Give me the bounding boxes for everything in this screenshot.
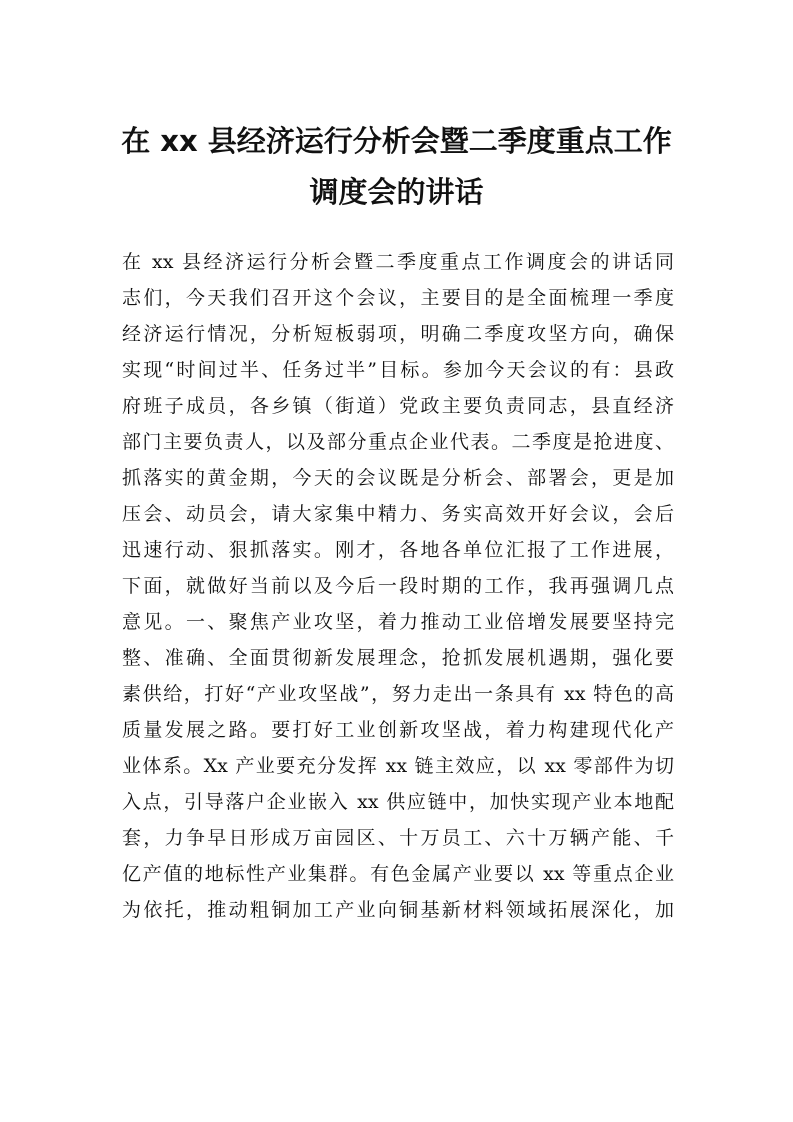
body-line: 套，力争早日形成万亩园区、十万员工、六十万辆产能、千 bbox=[122, 827, 674, 849]
body-line: 下面，就做好当前以及今后一段时期的工作，我再强调几点 bbox=[122, 575, 674, 597]
body-line: 亿产值的地标性产业集群。有色金属产业要以 xx 等重点企业 bbox=[122, 863, 674, 885]
body-line: 迅速行动、狠抓落实。刚才，各地各单位汇报了工作进展， bbox=[122, 539, 674, 561]
body-line: 整、准确、全面贯彻新发展理念，抢抓发展机遇期，强化要 bbox=[122, 647, 674, 669]
body-line: 为依托，推动粗铜加工产业向铜基新材料领域拓展深化，加 bbox=[122, 899, 674, 921]
body-line: 意见。一、聚焦产业攻坚，着力推动工业倍增发展要坚持完 bbox=[122, 611, 674, 633]
body-line: 志们，今天我们召开这个会议，主要目的是全面梳理一季度 bbox=[122, 287, 674, 309]
body-line: 部门主要负责人，以及部分重点企业代表。二季度是抢进度、 bbox=[122, 431, 674, 453]
body-line: 经济运行情况，分析短板弱项，明确二季度攻坚方向，确保 bbox=[122, 323, 674, 345]
body-line: 业体系。Xx 产业要充分发挥 xx 链主效应，以 xx 零部件为切 bbox=[122, 755, 674, 777]
body-line: 压会、动员会，请大家集中精力、务实高效开好会议，会后 bbox=[122, 503, 674, 525]
body-line: 实现“时间过半、任务过半”目标。参加今天会议的有：县政 bbox=[122, 359, 674, 381]
body-line: 入点，引导落户企业嵌入 xx 供应链中，加快实现产业本地配 bbox=[122, 791, 674, 813]
body-line: 素供给，打好“产业攻坚战”，努力走出一条具有 xx 特色的高 bbox=[122, 683, 674, 705]
document-title-line-2: 调度会的讲话 bbox=[309, 175, 484, 209]
body-line: 抓落实的黄金期，今天的会议既是分析会、部署会，更是加 bbox=[122, 467, 674, 489]
body-line: 在 xx 县经济运行分析会暨二季度重点工作调度会的讲话同 bbox=[122, 251, 674, 273]
body-line: 质量发展之路。要打好工业创新攻坚战，着力构建现代化产 bbox=[122, 719, 674, 741]
document-title-line-1: 在 xx 县经济运行分析会暨二季度重点工作 bbox=[121, 124, 672, 158]
body-line: 府班子成员，各乡镇（街道）党政主要负责同志，县直经济 bbox=[122, 395, 674, 417]
